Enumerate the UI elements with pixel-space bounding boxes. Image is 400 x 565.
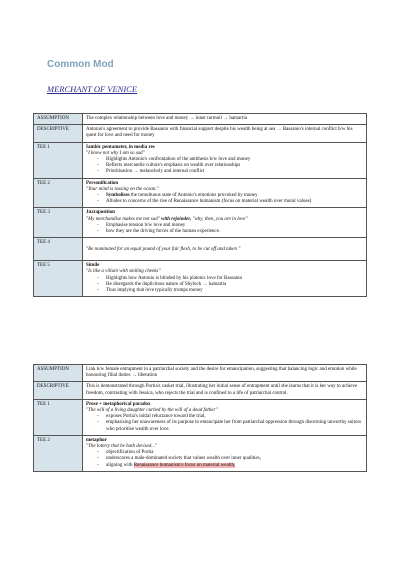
table-row: [34, 435, 367, 471]
table-row: [34, 382, 367, 399]
list-item: - Alludes to concerns of the rise of Renaissance humanism (focus on material wealth over moral values): [106, 199, 363, 205]
list-item: - Highlights Antonio's confrontation of the antithesis b/w love and money: [106, 157, 363, 163]
row-label: TEE 2: [34, 178, 83, 208]
technique: Iambic pentameter, in media res: [86, 144, 155, 150]
row-content: [83, 399, 367, 435]
table-row: [34, 261, 367, 297]
quote: "The lottery that he hath devised...": [86, 444, 158, 450]
row-content: Antonio's agreement to provide Bassanio with financial support despite his wealth being at sea → Bassanio's internal conflict b/w his quest for love and need for money: [83, 125, 367, 142]
row-label: TEE 1: [34, 399, 83, 435]
row-label: TEE 1: [34, 142, 83, 178]
row-label: TEE 4: [34, 238, 83, 261]
technique: Juxtaposition: [86, 210, 115, 216]
table-row: [34, 238, 367, 261]
list-item: - Prioritisation → melancholy and internal conflict: [106, 169, 363, 175]
point-prefix: aligning with: [106, 462, 134, 468]
row-label: DESCRIPTIVE: [34, 382, 83, 399]
quote: "Is like a villain with smiling cheeks": [86, 269, 161, 275]
row-content: [83, 142, 367, 178]
list-item: - objectification of Portia: [106, 450, 363, 456]
analysis-table-2: [33, 364, 367, 472]
row-content: This is demonstrated through Portia's casket trial, illustrating her initial sense of entrapment until she learns that it is her way to achieve freedom, contrasting with Jessica, who rejects the trial and is confined to a life of patriarchal control.: [83, 382, 367, 399]
row-label: TEE 5: [34, 261, 83, 297]
row-label: TEE 3: [34, 208, 83, 238]
row-label: ASSUMPTION: [34, 114, 83, 125]
table-row: [34, 178, 367, 208]
technique: Simile: [86, 263, 100, 269]
list-item: - exposes Portia's initial reluctance toward the trial,: [106, 414, 363, 420]
list-item: - Emphasise tension b/w love and money: [106, 223, 363, 229]
quote: "Be nominated for an equal pound of your fair flesh, to be cut off and taken ": [86, 247, 241, 253]
quote: "My merchandise makes me not sad" with rejoinder, "why, then, you are in love": [86, 216, 248, 222]
table-row: [34, 114, 367, 125]
list-item: - underscores a male-dominated society that values wealth over inner qualities,: [106, 456, 363, 462]
row-content: [83, 208, 367, 238]
list-item: - Highlights how Antonio is blinded by his platonic love for Bassanio: [106, 276, 363, 282]
row-content: [83, 178, 367, 208]
table-row: [34, 365, 367, 382]
row-content: [83, 238, 367, 261]
table-row: [34, 125, 367, 142]
list-item: - He disregards the duplicitous nature of Shylock → hamartia: [106, 282, 363, 288]
quote: "Your mind is tossing on the ocean.": [86, 186, 159, 192]
page-title: Common Mod: [47, 59, 114, 70]
list-item: - how they are the driving forces of the human experience.: [106, 229, 363, 235]
row-label: DESCRIPTIVE: [34, 125, 83, 142]
quote: "I know not why I am so sad": [86, 150, 145, 156]
row-content: The complex relationship between love and money → inner turmoil → hamartia: [83, 114, 367, 125]
page-subtitle: MERCHANT OF VENICE: [47, 84, 138, 94]
row-content: Link b/w female entrapment in a patriarchal society and the desire for emancipation, suggesting that balancing logic and emotion while honouring filial duties → liberation: [83, 365, 367, 382]
technique: Personification: [86, 180, 119, 186]
list-item: [106, 463, 363, 469]
technique: Prose + metaphorical paradox: [86, 401, 151, 407]
list-item: - Symbolises the tumultuous state of Antonio's emotions provoked by money: [106, 193, 363, 199]
analysis-table-1: [33, 113, 367, 297]
list-item: - emphasising her unawareness of its purpose to emancipate her from patriarchal oppression through discerning unworthy suitors who prioritise wealth over love.: [106, 420, 363, 432]
table-row: [34, 399, 367, 435]
list-item: - Reflects mercantile culture's emphasis on wealth over relationships: [106, 163, 363, 169]
table-row: [34, 208, 367, 238]
row-content: [83, 261, 367, 297]
row-content: [83, 435, 367, 471]
list-item: - Thus implying that love typically trumps money: [106, 288, 363, 294]
table-row: [34, 142, 367, 178]
row-label: ASSUMPTION: [34, 365, 83, 382]
highlighted-text: Renaissance humanism's focus on material wealth,: [133, 462, 236, 468]
row-label: TEE 2: [34, 435, 83, 471]
technique: metaphor: [86, 437, 107, 443]
quote: "The will of a living daughter curbed by the will of a dead father": [86, 408, 218, 414]
